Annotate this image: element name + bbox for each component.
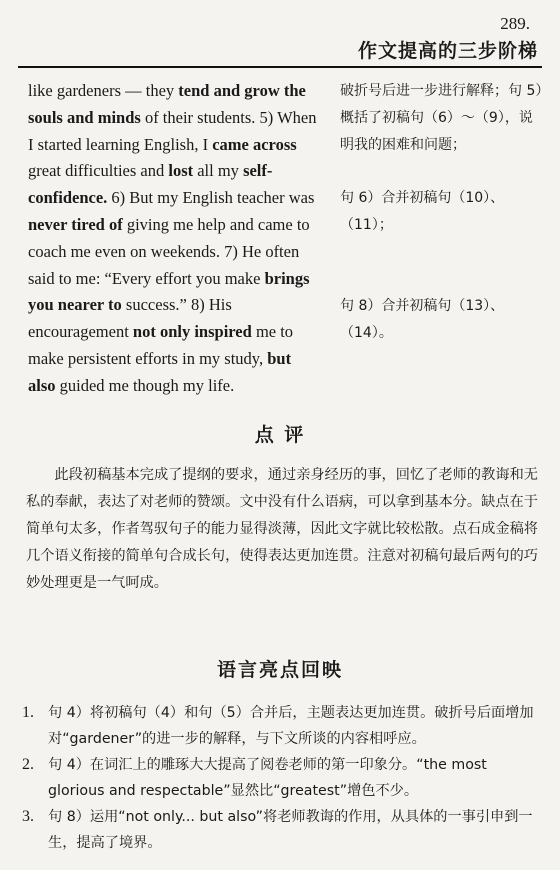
bold-phrase: lost xyxy=(168,161,194,181)
passage-text: success.” 8) His encouragement xyxy=(28,295,232,342)
bold-phrase: came across xyxy=(212,134,297,154)
page-number: 289. xyxy=(500,14,530,33)
list-item xyxy=(22,700,542,752)
passage-text: like gardeners — they xyxy=(28,81,179,100)
item-text: 句 4）在词汇上的雕琢大大提高了阅卷老师的第一印象分。“the most glorious and respectable”显然比“greatest”增色不少。 xyxy=(48,757,487,799)
highlights-list xyxy=(22,700,542,856)
english-passage xyxy=(28,78,318,400)
item-number: 3. xyxy=(22,808,34,825)
header-rule xyxy=(18,66,542,68)
running-title: 作文提高的三步阶梯 xyxy=(357,40,538,62)
annotation-note: 句 8）合并初稿句（13）、（14）。 xyxy=(340,298,505,341)
item-number: 2. xyxy=(22,756,34,773)
list-item xyxy=(22,804,542,856)
bold-phrase: but also xyxy=(28,348,292,395)
commentary-heading: 点 评 xyxy=(254,424,306,446)
bold-phrase: tend and grow the souls and minds xyxy=(28,81,306,127)
commentary-text: 此段初稿基本完成了提纲的要求，通过亲身经历的事，回忆了老师的教诲和无私的奉献，表达了对老师的赞颂。文中没有什么语病，可以拿到基本分。缺点在于简单句太多，作者驾驭句子的能力显得淡薄，因此文字就比较松散。点石成金稿将几个语义衔接的简单句合成长句，使得表达更加连贯。注意对初稿句最后两句的巧妙处理更是一气呵成。 xyxy=(26,467,538,591)
highlights-heading: 语言亮点回映 xyxy=(216,659,343,681)
item-text: 句 8）运用“not only... but also”将老师教诲的作用，从具体的一事引申到一生，提高了境界。 xyxy=(48,809,533,851)
list-item xyxy=(22,752,542,804)
passage-text: 6) But my English teacher was xyxy=(107,188,315,208)
passage-text: guided me though my life. xyxy=(55,375,235,395)
item-number: 1. xyxy=(22,704,34,721)
annotation-note: 句 6）合并初稿句（10）、（11）； xyxy=(340,190,505,233)
passage-text: giving me help and came to coach me even on weekends. 7) He often said to me: “Every effort you make xyxy=(28,214,310,288)
bold-phrase: brings you nearer to xyxy=(28,268,310,315)
bold-phrase: never tired of xyxy=(28,214,123,234)
passage-text: all my xyxy=(193,161,244,181)
annotation-note: 破折号后进一步进行解释；句 5）概括了初稿句（6）～（9），说明我的困难和问题； xyxy=(340,83,543,153)
passage-text: of their students. 5) When I started learning English, I xyxy=(28,107,317,154)
passage-text: great difficulties and xyxy=(28,161,169,181)
bold-phrase: self-confidence. xyxy=(28,161,273,208)
bold-phrase: not only inspired xyxy=(132,322,252,342)
passage-text: me to make persistent efforts in my study, xyxy=(28,322,294,368)
item-text: 句 4）将初稿句（4）和句（5）合并后，主题表达更加连贯。破折号后面增加对“gardener”的进一步的解释，与下文所谈的内容相呼应。 xyxy=(48,705,534,747)
